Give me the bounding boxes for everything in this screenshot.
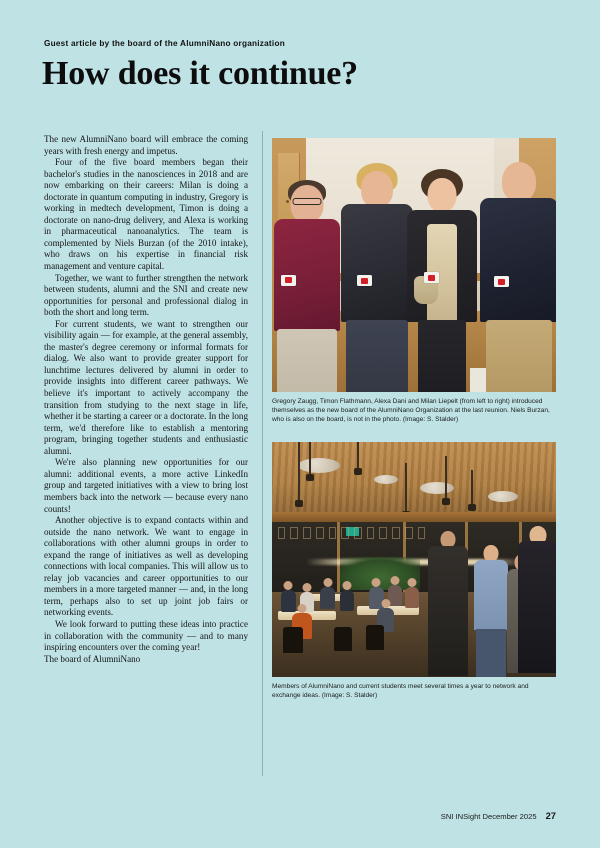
body-paragraph: Four of the five board members began their bachelor's studies in the nanosciences in 2018 and are now embarking on their careers: Milan is doing a doctorate in quantum computing in industry, Gregory is working in medtech development, Timon is doing a doctorate on nano-drug delivery, and Alexa is working in pharmaceutical nanoanalytics. The team is complemented by Niels Burzan (of the 2010 intake), who draws on his expertise in financial risk management and venture capital.	[44, 157, 248, 272]
body-paragraph: Together, we want to further strengthen the network between students, alumni and the SNI and create new opportunities for personal and professional dialog in both the short and long term.	[44, 272, 248, 318]
figure-board-members	[272, 138, 556, 425]
photo-board-members	[272, 138, 556, 392]
publication-name: SNI INSight December 2025	[440, 812, 537, 821]
figure-caption: Members of AlumniNano and current students meet several times a year to network and exchange ideas. (Image: S. Stalder)	[272, 682, 529, 699]
page-number: 27	[545, 810, 556, 821]
figure-networking-event	[272, 442, 556, 700]
figure-caption: Gregory Zaugg, Timon Flathmann, Alexa Dani and Milan Liepelt (from left to right) introduced themselves as the new board of the AlumniNano Organization at the last reunion. Niels Burzan, who is also on the board, is not in the photo. (Image: S. Stalder)	[272, 398, 550, 424]
gift-box-icon	[494, 276, 509, 287]
article-kicker: Guest article by the board of the AlumniNano organization	[44, 39, 285, 48]
gift-box-icon	[281, 275, 296, 286]
standing-guest	[519, 526, 556, 676]
article-body	[44, 134, 248, 665]
body-paragraph: The new AlumniNano board will embrace the coming years with fresh energy and impetus.	[44, 134, 248, 156]
seated-guest	[320, 587, 335, 609]
person-gregory-zaugg	[275, 179, 340, 392]
standing-guest	[425, 531, 470, 677]
seated-guest	[281, 590, 296, 612]
body-paragraph: Another objective is to expand contacts within and outside the nano network. We want to engage in collaborations with other alumni groups in order to expand the range of initiatives as well as developing connections with local companies. This will allow us to relay job vacancies and career opportunities to our members in a more targeted manner — and, in the long term, perhaps also to set up joint job fairs or networking events.	[44, 515, 248, 618]
seated-guest	[388, 585, 402, 606]
media-column	[272, 138, 556, 700]
body-paragraph: We're also planning new opportunities for our alumni: additional events, a more active LinkedIn group and targeted initiatives with a view to bring lost members back into the network — because every nano counts!	[44, 457, 248, 514]
body-paragraph: For current students, we want to strengthen our visibility again — for example, at the general assembly, the master's degree ceremony or informal formats for dialog. We also want to provide greater support for lunchtime lectures delivered by alumni in order to provide insights into different career pathways. We believe it's important to actively accompany the transition from studying to the next stage in life, whether it be starting a career or a doctorate. In the long term, we'd therefore like to establish a mentoring program, bringing together students and enthusiastic alumni.	[44, 318, 249, 456]
person-timon-flathmann	[343, 163, 411, 392]
seated-guest	[340, 590, 354, 611]
gift-box-icon	[357, 275, 372, 286]
body-paragraph: We look forward to putting these ideas into practice in collaboration with the community — and to many inspiring encounters over the coming year!	[44, 618, 248, 653]
page-title: How does it continue?	[42, 55, 358, 92]
photo-networking-event	[272, 442, 556, 677]
wall-lettering	[278, 526, 426, 540]
article-signoff: The board of AlumniNano	[44, 653, 141, 664]
page-footer	[441, 810, 556, 821]
person-alexa-dani	[408, 168, 476, 392]
seated-guest	[405, 587, 419, 608]
column-divider	[262, 131, 263, 776]
gift-box-icon	[424, 272, 439, 283]
person-milan-liepelt	[482, 158, 556, 392]
